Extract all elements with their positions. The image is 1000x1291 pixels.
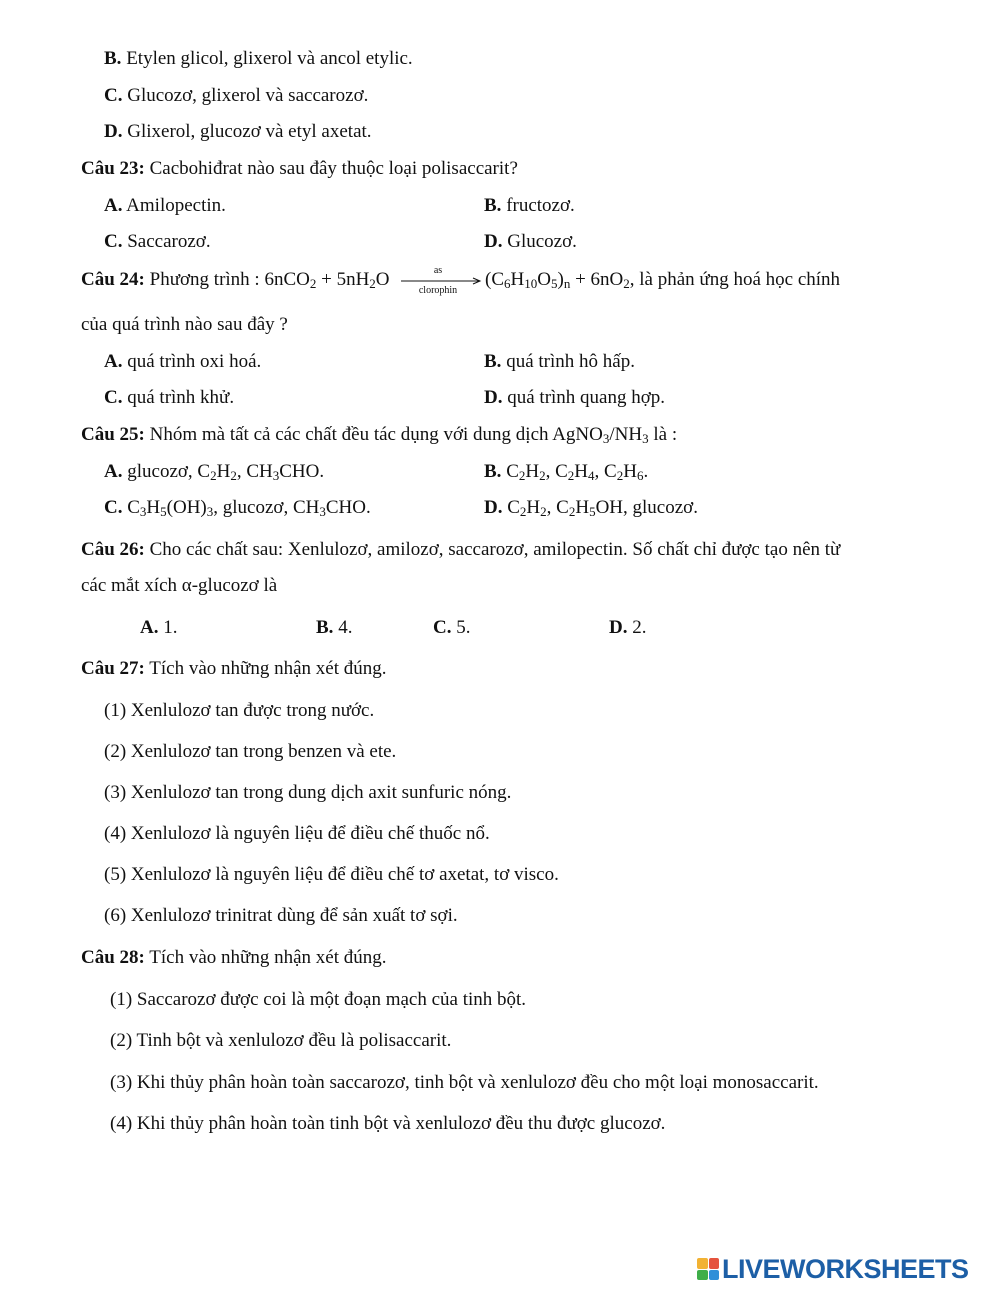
option-b-q26[interactable]: B. 4. [316, 617, 353, 638]
option-a-q24[interactable]: A. quá trình oxi hoá. [104, 351, 262, 372]
option-a-q25[interactable]: A. glucozơ, $C_2H_2$, $CH_3CHO$. [104, 461, 325, 483]
option-d-q23[interactable]: D. Glucozơ. [484, 231, 577, 252]
question-27: Câu 27: Tích vào những nhận xét đúng. [81, 658, 387, 679]
question-25: Câu 25: Nhóm mà tất cả các chất đều tác dụng với dung dịch $AgNO_3/NH_3$ là : [81, 424, 678, 446]
option-b-q23[interactable]: B. fructozơ. [484, 195, 575, 216]
option-d-q25[interactable]: D. $C_2H_2$, $C_2H_5OH$, glucozơ. [484, 497, 698, 519]
question-28: Câu 28: Tích vào những nhận xét đúng. [81, 947, 387, 968]
logo-text: LIVEWORKSHEETS [722, 1253, 969, 1284]
option-c-q25[interactable]: C. $C_3H_5(OH)_3$, glucozơ, $CH_3CHO$. [104, 497, 371, 519]
statement-q27-1[interactable]: (1) Xenlulozơ tan được trong nước. [104, 700, 375, 721]
statement-q28-1[interactable]: (1) Saccarozơ được coi là một đoạn mạch của tinh bột. [110, 989, 527, 1010]
option-d-q24[interactable]: D. quá trình quang hợp. [484, 387, 666, 408]
statement-q28-3[interactable]: (3) Khi thủy phân hoàn toàn saccarozơ, tinh bột và xenlulozơ đều cho một loại monosaccarit. [110, 1072, 819, 1093]
liveworksheets-logo[interactable] [697, 1251, 969, 1287]
option-c-q26[interactable]: C. 5. [433, 617, 471, 638]
option-c-q24[interactable]: C. quá trình khử. [104, 387, 235, 408]
statement-q27-4[interactable]: (4) Xenlulozơ là nguyên liệu để điều chế thuốc nổ. [104, 823, 490, 844]
option-c-q22[interactable]: C. Glucozơ, glixerol và saccarozơ. [104, 85, 369, 106]
option-c-q23[interactable]: C. Saccarozơ. [104, 231, 211, 252]
statement-q27-3[interactable]: (3) Xenlulozơ tan trong dung dịch axit sunfuric nóng. [104, 782, 512, 803]
logo-tiles-icon [697, 1258, 719, 1280]
option-d-q22[interactable]: D. Glixerol, glucozơ và etyl axetat. [104, 121, 372, 142]
reaction-arrow: as clorophin [399, 269, 485, 293]
statement-q27-5[interactable]: (5) Xenlulozơ là nguyên liệu để điều chế tơ axetat, tơ visco. [104, 864, 559, 885]
option-a-q23[interactable]: A. Amilopectin. [104, 195, 226, 216]
option-b-q24[interactable]: B. quá trình hô hấp. [484, 351, 635, 372]
question-26: Câu 26: Cho các chất sau: Xenlulozơ, amilozơ, saccarozơ, amilopectin. Số chất chỉ được tạo nên từ [81, 539, 841, 560]
question-26-cont: các mắt xích α-glucozơ là [81, 575, 278, 596]
statement-q28-2[interactable]: (2) Tinh bột và xenlulozơ đều là polisaccarit. [110, 1030, 452, 1051]
option-a-q26[interactable]: A. 1. [140, 617, 178, 638]
option-b-q25[interactable]: B. $C_2H_2$, $C_2H_4$, $C_2H_6$. [484, 461, 649, 483]
option-b-q22[interactable]: B. Etylen glicol, glixerol và ancol etylic. [104, 48, 413, 69]
question-24: Câu 24: Phương trình : $6nCO_2 + 5nH_2O$ as clorophin $(C_6H_{10}O_5)_n + 6nO_2$, là phản ứng hoá học chính [81, 264, 841, 296]
statement-q27-6[interactable]: (6) Xenlulozơ trinitrat dùng để sản xuất tơ sợi. [104, 905, 458, 926]
arrow-icon [399, 277, 485, 285]
question-24-cont: của quá trình nào sau đây ? [81, 314, 288, 335]
question-23: Câu 23: Cacbohiđrat nào sau đây thuộc loại polisaccarit? [81, 158, 518, 179]
statement-q27-2[interactable]: (2) Xenlulozơ tan trong benzen và ete. [104, 741, 397, 762]
option-d-q26[interactable]: D. 2. [609, 617, 647, 638]
statement-q28-4[interactable]: (4) Khi thủy phân hoàn toàn tinh bột và xenlulozơ đều thu được glucozơ. [110, 1113, 666, 1134]
